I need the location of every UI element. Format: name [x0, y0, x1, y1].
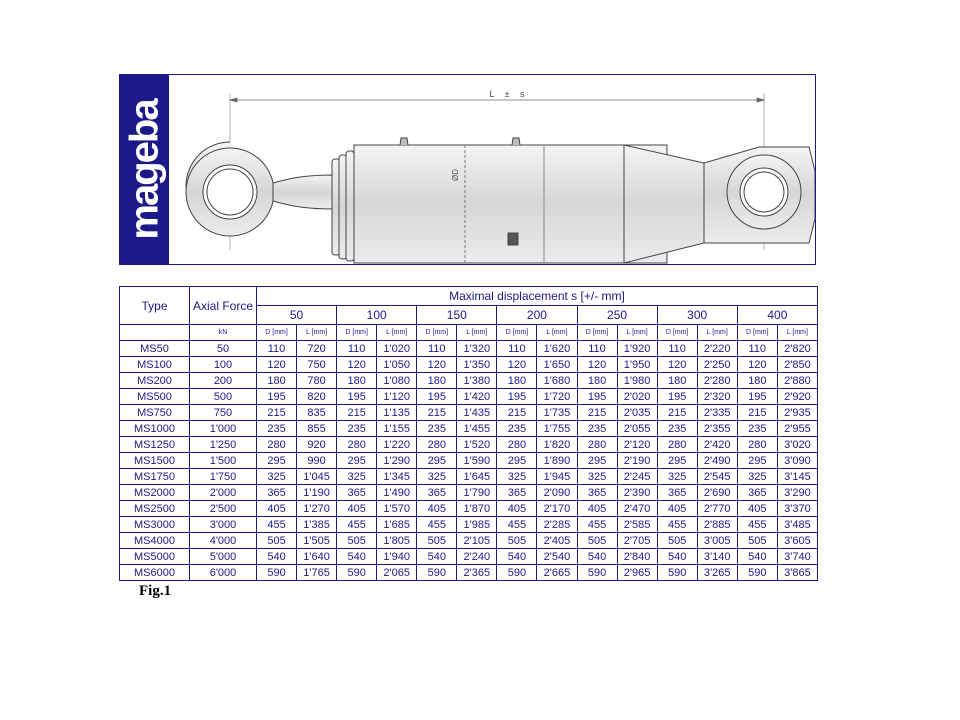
diameter-cell: 295 [257, 453, 297, 469]
length-cell: 1'790 [457, 485, 497, 501]
figure-caption: Fig.1 [139, 583, 172, 599]
table-row [120, 389, 818, 405]
table-row [120, 437, 818, 453]
length-cell: 1'155 [377, 421, 417, 437]
diameter-cell: 540 [657, 549, 697, 565]
length-cell: 3'005 [697, 533, 737, 549]
diameter-cell: 505 [417, 533, 457, 549]
diameter-cell: 120 [737, 357, 777, 373]
length-cell: 1'385 [297, 517, 337, 533]
diameter-cell: 365 [577, 485, 617, 501]
length-cell: 2'420 [697, 437, 737, 453]
length-cell: 835 [297, 405, 337, 421]
diameter-cell: 405 [657, 501, 697, 517]
type-unit-cell [120, 325, 190, 341]
diameter-cell: 365 [337, 485, 377, 501]
length-cell: 720 [297, 341, 337, 357]
length-cell: 1'870 [457, 501, 497, 517]
diameter-cell: 505 [577, 533, 617, 549]
length-cell: 2'920 [777, 389, 817, 405]
length-cell: 1'945 [537, 469, 577, 485]
length-cell: 855 [297, 421, 337, 437]
length-cell: 2'065 [377, 565, 417, 581]
length-cell: 1'435 [457, 405, 497, 421]
diameter-cell: 590 [737, 565, 777, 581]
type-cell: MS6000 [120, 565, 190, 581]
length-cell: 1'645 [457, 469, 497, 485]
length-cell: 3'865 [777, 565, 817, 581]
length-cell: 1'980 [617, 373, 657, 389]
length-cell: 2'320 [697, 389, 737, 405]
length-cell: 1'890 [537, 453, 577, 469]
diameter-cell: 405 [497, 501, 537, 517]
length-unit-cell: L [mm] [777, 325, 817, 341]
diameter-cell: 280 [257, 437, 297, 453]
type-cell: MS100 [120, 357, 190, 373]
length-cell: 1'320 [457, 341, 497, 357]
length-cell: 2'220 [697, 341, 737, 357]
type-cell: MS1500 [120, 453, 190, 469]
diameter-cell: 505 [737, 533, 777, 549]
diameter-cell: 505 [497, 533, 537, 549]
length-cell: 1'590 [457, 453, 497, 469]
length-cell: 1'805 [377, 533, 417, 549]
length-cell: 2'055 [617, 421, 657, 437]
diameter-cell: 540 [417, 549, 457, 565]
force-cell: 200 [190, 373, 257, 389]
diameter-cell: 540 [737, 549, 777, 565]
force-unit-cell: kN [190, 325, 257, 341]
displacement-column-header: 300 [657, 306, 737, 325]
diameter-cell: 215 [337, 405, 377, 421]
diameter-cell: 195 [577, 389, 617, 405]
diameter-cell: 325 [497, 469, 537, 485]
diameter-cell: 280 [417, 437, 457, 453]
force-cell: 2'500 [190, 501, 257, 517]
length-cell: 1'135 [377, 405, 417, 421]
length-cell: 3'290 [777, 485, 817, 501]
diameter-cell: 590 [577, 565, 617, 581]
length-cell: 2'850 [777, 357, 817, 373]
length-cell: 1'080 [377, 373, 417, 389]
length-cell: 3'265 [697, 565, 737, 581]
length-cell: 1'985 [457, 517, 497, 533]
length-cell: 1'050 [377, 357, 417, 373]
length-cell: 1'455 [457, 421, 497, 437]
displacement-column-header: 100 [337, 306, 417, 325]
type-cell: MS3000 [120, 517, 190, 533]
hydraulic-cylinder-diagram [169, 75, 815, 264]
displacement-column-header: 150 [417, 306, 497, 325]
diameter-cell: 110 [337, 341, 377, 357]
diameter-cell: 280 [737, 437, 777, 453]
length-cell: 2'840 [617, 549, 657, 565]
diameter-cell: 110 [577, 341, 617, 357]
diameter-cell: 180 [337, 373, 377, 389]
length-cell: 2'880 [777, 373, 817, 389]
diameter-cell: 540 [337, 549, 377, 565]
length-cell: 2'285 [537, 517, 577, 533]
length-cell: 3'740 [777, 549, 817, 565]
diameter-unit-cell: D [mm] [657, 325, 697, 341]
length-cell: 1'640 [297, 549, 337, 565]
diameter-unit-cell: D [mm] [337, 325, 377, 341]
diameter-unit-cell: D [mm] [577, 325, 617, 341]
length-unit-cell: L [mm] [537, 325, 577, 341]
length-cell: 1'420 [457, 389, 497, 405]
length-cell: 1'505 [297, 533, 337, 549]
diameter-cell: 325 [737, 469, 777, 485]
length-cell: 2'250 [697, 357, 737, 373]
length-cell: 1'950 [617, 357, 657, 373]
cylinder-seals [332, 151, 354, 261]
displacement-column-header: 200 [497, 306, 577, 325]
length-cell: 1'350 [457, 357, 497, 373]
length-cell: 2'035 [617, 405, 657, 421]
table-row [120, 501, 818, 517]
length-cell: 2'705 [617, 533, 657, 549]
diameter-cell: 590 [497, 565, 537, 581]
diameter-cell: 325 [577, 469, 617, 485]
diameter-cell: 215 [577, 405, 617, 421]
length-cell: 2'240 [457, 549, 497, 565]
diameter-cell: 280 [657, 437, 697, 453]
diameter-cell: 365 [737, 485, 777, 501]
length-cell: 2'935 [777, 405, 817, 421]
type-cell: MS1250 [120, 437, 190, 453]
length-cell: 3'140 [697, 549, 737, 565]
diameter-cell: 280 [577, 437, 617, 453]
type-cell: MS1000 [120, 421, 190, 437]
displacement-column-header: 50 [257, 306, 337, 325]
diameter-cell: 180 [497, 373, 537, 389]
diameter-cell: 120 [337, 357, 377, 373]
diameter-cell: 405 [737, 501, 777, 517]
length-cell: 1'940 [377, 549, 417, 565]
diameter-cell: 120 [657, 357, 697, 373]
diameter-cell: 365 [417, 485, 457, 501]
diameter-cell: 235 [737, 421, 777, 437]
type-cell: MS2000 [120, 485, 190, 501]
length-unit-cell: L [mm] [457, 325, 497, 341]
length-cell: 1'765 [297, 565, 337, 581]
diameter-label: ØD [451, 169, 460, 181]
technical-drawing [119, 74, 816, 265]
diameter-cell: 365 [257, 485, 297, 501]
length-cell: 2'120 [617, 437, 657, 453]
diameter-cell: 235 [417, 421, 457, 437]
length-unit-cell: L [mm] [297, 325, 337, 341]
length-cell: 3'485 [777, 517, 817, 533]
length-cell: 2'885 [697, 517, 737, 533]
diameter-cell: 195 [657, 389, 697, 405]
diameter-cell: 365 [497, 485, 537, 501]
length-cell: 1'650 [537, 357, 577, 373]
length-cell: 2'540 [537, 549, 577, 565]
diameter-cell: 195 [737, 389, 777, 405]
length-cell: 2'190 [617, 453, 657, 469]
table-row [120, 357, 818, 373]
table-row [120, 341, 818, 357]
diameter-cell: 295 [417, 453, 457, 469]
force-cell: 50 [190, 341, 257, 357]
diameter-cell: 180 [577, 373, 617, 389]
diameter-unit-cell: D [mm] [417, 325, 457, 341]
table-row [120, 485, 818, 501]
brand-logo-bar [120, 75, 169, 264]
diameter-cell: 195 [337, 389, 377, 405]
diameter-cell: 405 [337, 501, 377, 517]
length-unit-cell: L [mm] [617, 325, 657, 341]
force-cell: 100 [190, 357, 257, 373]
displacement-header: Maximal displacement s [+/- mm] [257, 287, 818, 306]
table-row [120, 453, 818, 469]
length-cell: 1'290 [377, 453, 417, 469]
length-cell: 2'365 [457, 565, 497, 581]
diameter-cell: 280 [497, 437, 537, 453]
diameter-cell: 325 [657, 469, 697, 485]
diameter-cell: 235 [497, 421, 537, 437]
diameter-cell: 590 [337, 565, 377, 581]
diameter-cell: 215 [657, 405, 697, 421]
length-cell: 1'190 [297, 485, 337, 501]
type-cell: MS4000 [120, 533, 190, 549]
diameter-cell: 180 [257, 373, 297, 389]
length-cell: 990 [297, 453, 337, 469]
length-dimension-label: L ± s [489, 89, 529, 99]
diameter-cell: 215 [417, 405, 457, 421]
diameter-cell: 540 [257, 549, 297, 565]
diameter-cell: 455 [417, 517, 457, 533]
diameter-cell: 295 [337, 453, 377, 469]
force-cell: 3'000 [190, 517, 257, 533]
diameter-cell: 365 [657, 485, 697, 501]
length-cell: 750 [297, 357, 337, 373]
diameter-cell: 455 [337, 517, 377, 533]
diameter-cell: 235 [257, 421, 297, 437]
diameter-cell: 195 [257, 389, 297, 405]
length-cell: 2'090 [537, 485, 577, 501]
length-cell: 2'690 [697, 485, 737, 501]
diameter-cell: 325 [257, 469, 297, 485]
diameter-cell: 180 [657, 373, 697, 389]
diameter-cell: 540 [497, 549, 537, 565]
diameter-cell: 590 [417, 565, 457, 581]
table-row [120, 517, 818, 533]
diameter-cell: 180 [417, 373, 457, 389]
force-cell: 750 [190, 405, 257, 421]
length-cell: 820 [297, 389, 337, 405]
force-cell: 1'500 [190, 453, 257, 469]
diameter-cell: 455 [497, 517, 537, 533]
length-cell: 1'520 [457, 437, 497, 453]
diameter-cell: 405 [417, 501, 457, 517]
length-cell: 920 [297, 437, 337, 453]
diameter-cell: 235 [577, 421, 617, 437]
length-cell: 2'355 [697, 421, 737, 437]
length-cell: 1'735 [537, 405, 577, 421]
diameter-cell: 120 [577, 357, 617, 373]
diameter-unit-cell: D [mm] [497, 325, 537, 341]
force-cell: 5'000 [190, 549, 257, 565]
length-cell: 2'490 [697, 453, 737, 469]
force-cell: 4'000 [190, 533, 257, 549]
diameter-cell: 195 [497, 389, 537, 405]
table-row [120, 405, 818, 421]
diameter-cell: 505 [337, 533, 377, 549]
diameter-cell: 110 [657, 341, 697, 357]
diameter-cell: 455 [657, 517, 697, 533]
force-cell: 500 [190, 389, 257, 405]
length-cell: 2'280 [697, 373, 737, 389]
table-row [120, 533, 818, 549]
length-cell: 1'345 [377, 469, 417, 485]
type-cell: MS5000 [120, 549, 190, 565]
diameter-cell: 180 [737, 373, 777, 389]
length-cell: 1'490 [377, 485, 417, 501]
length-cell: 1'570 [377, 501, 417, 517]
length-unit-cell: L [mm] [377, 325, 417, 341]
length-cell: 1'920 [617, 341, 657, 357]
diameter-cell: 295 [737, 453, 777, 469]
length-unit-cell: L [mm] [697, 325, 737, 341]
length-cell: 1'045 [297, 469, 337, 485]
diameter-cell: 215 [257, 405, 297, 421]
length-cell: 2'665 [537, 565, 577, 581]
diameter-unit-cell: D [mm] [257, 325, 297, 341]
table-row [120, 549, 818, 565]
diameter-cell: 505 [257, 533, 297, 549]
force-cell: 1'750 [190, 469, 257, 485]
diameter-cell: 405 [577, 501, 617, 517]
cylinder-body [354, 138, 704, 263]
length-cell: 2'770 [697, 501, 737, 517]
axial-force-header: Axial Force [190, 287, 257, 325]
force-cell: 6'000 [190, 565, 257, 581]
diameter-cell: 455 [257, 517, 297, 533]
diameter-cell: 110 [737, 341, 777, 357]
length-cell: 1'685 [377, 517, 417, 533]
displacement-column-header: 250 [577, 306, 657, 325]
length-cell: 3'605 [777, 533, 817, 549]
length-cell: 2'245 [617, 469, 657, 485]
length-cell: 2'965 [617, 565, 657, 581]
cylinder-specification-table [119, 286, 818, 581]
length-cell: 1'680 [537, 373, 577, 389]
length-cell: 2'820 [777, 341, 817, 357]
length-cell: 2'105 [457, 533, 497, 549]
left-eye-end [186, 142, 337, 236]
length-cell: 3'090 [777, 453, 817, 469]
type-cell: MS750 [120, 405, 190, 421]
diameter-cell: 120 [497, 357, 537, 373]
diameter-cell: 590 [657, 565, 697, 581]
table-row [120, 421, 818, 437]
length-cell: 2'585 [617, 517, 657, 533]
length-cell: 2'390 [617, 485, 657, 501]
diameter-cell: 280 [337, 437, 377, 453]
length-cell: 2'470 [617, 501, 657, 517]
diameter-cell: 235 [337, 421, 377, 437]
force-cell: 2'000 [190, 485, 257, 501]
type-header: Type [120, 287, 190, 325]
diameter-cell: 120 [417, 357, 457, 373]
type-cell: MS50 [120, 341, 190, 357]
length-cell: 1'220 [377, 437, 417, 453]
diameter-cell: 215 [737, 405, 777, 421]
right-clevis-end [704, 147, 815, 243]
length-cell: 2'405 [537, 533, 577, 549]
length-cell: 2'955 [777, 421, 817, 437]
length-cell: 2'545 [697, 469, 737, 485]
type-cell: MS1750 [120, 469, 190, 485]
diameter-cell: 505 [657, 533, 697, 549]
length-cell: 780 [297, 373, 337, 389]
diameter-cell: 325 [417, 469, 457, 485]
displacement-column-header: 400 [737, 306, 817, 325]
diameter-cell: 455 [577, 517, 617, 533]
table-row [120, 373, 818, 389]
diameter-cell: 455 [737, 517, 777, 533]
diameter-cell: 295 [577, 453, 617, 469]
length-cell: 1'120 [377, 389, 417, 405]
force-cell: 1'000 [190, 421, 257, 437]
type-cell: MS200 [120, 373, 190, 389]
diameter-cell: 120 [257, 357, 297, 373]
type-cell: MS500 [120, 389, 190, 405]
mageba-logo: mageba [122, 99, 166, 240]
diameter-cell: 590 [257, 565, 297, 581]
length-cell: 2'335 [697, 405, 737, 421]
length-cell: 2'020 [617, 389, 657, 405]
diameter-cell: 110 [497, 341, 537, 357]
diameter-cell: 195 [417, 389, 457, 405]
type-cell: MS2500 [120, 501, 190, 517]
diameter-cell: 540 [577, 549, 617, 565]
diameter-cell: 235 [657, 421, 697, 437]
diameter-cell: 325 [337, 469, 377, 485]
length-cell: 1'820 [537, 437, 577, 453]
diameter-cell: 215 [497, 405, 537, 421]
diameter-cell: 110 [417, 341, 457, 357]
diameter-cell: 295 [657, 453, 697, 469]
table-row [120, 469, 818, 485]
length-cell: 3'370 [777, 501, 817, 517]
length-cell: 3'020 [777, 437, 817, 453]
length-cell: 1'620 [537, 341, 577, 357]
diameter-cell: 405 [257, 501, 297, 517]
diameter-unit-cell: D [mm] [737, 325, 777, 341]
force-cell: 1'250 [190, 437, 257, 453]
length-cell: 1'755 [537, 421, 577, 437]
diameter-cell: 295 [497, 453, 537, 469]
length-cell: 1'720 [537, 389, 577, 405]
length-cell: 3'145 [777, 469, 817, 485]
diameter-cell: 110 [257, 341, 297, 357]
length-cell: 2'170 [537, 501, 577, 517]
table-row [120, 565, 818, 581]
length-cell: 1'020 [377, 341, 417, 357]
length-cell: 1'380 [457, 373, 497, 389]
length-cell: 1'270 [297, 501, 337, 517]
